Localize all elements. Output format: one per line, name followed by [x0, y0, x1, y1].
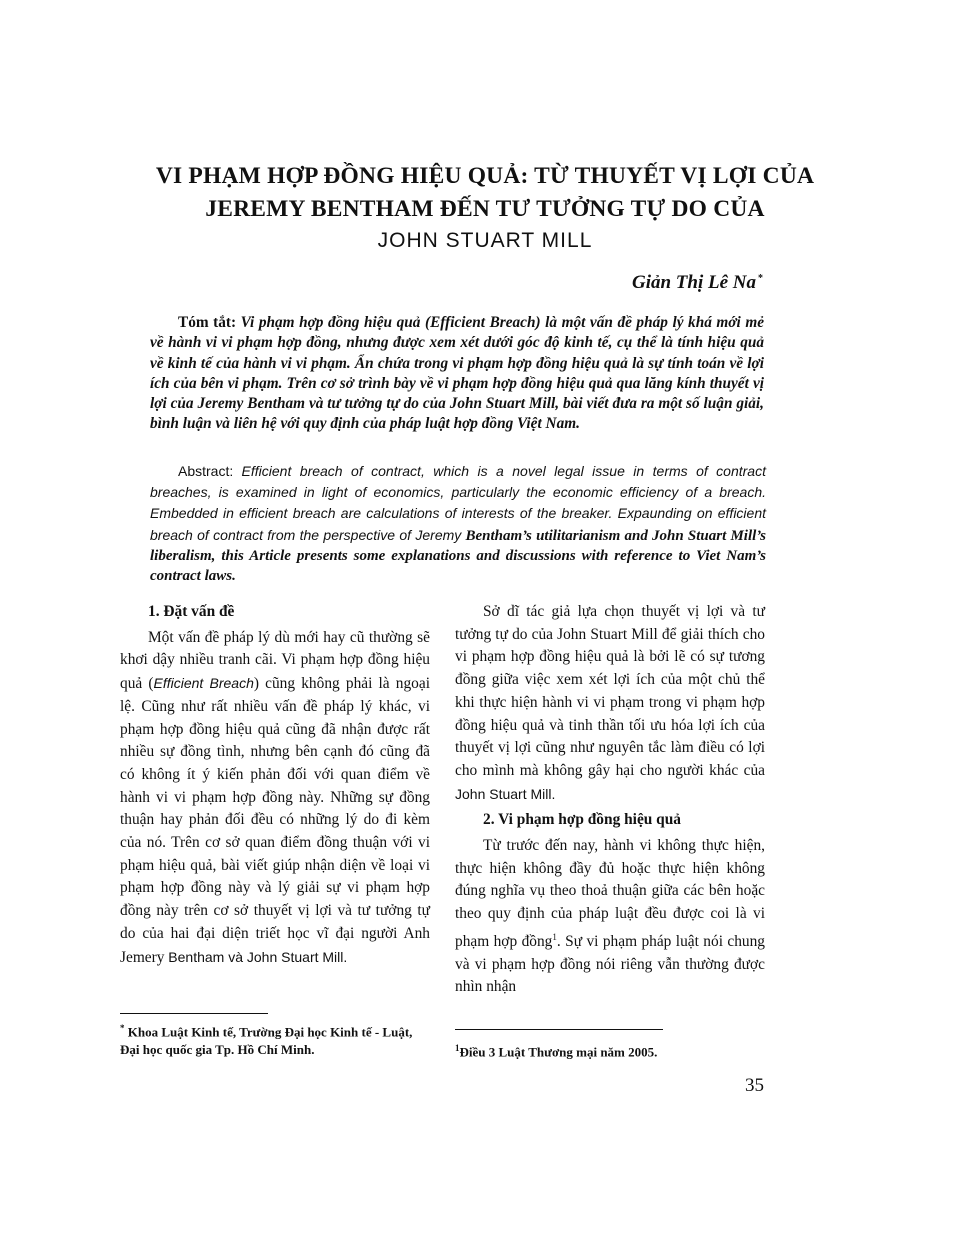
section-1-paragraph: [120, 627, 430, 970]
footnote-rule-right: [455, 1029, 663, 1030]
footnote-right-text: Điều 3 Luật Thương mại năm 2005.: [459, 1044, 658, 1060]
abstract-en-text-1: Efficient breach of contract, which is a novel legal issue in terms of contract breaches, is examined in light of economics, particularly the economic efficiency of a breach. Embedded in efficient breach are calculations of interests of the breaker. Expaunding on efficient breach of contract from the perspective of Jeremy: [150, 463, 766, 543]
right-intro-paragraph: [455, 601, 765, 806]
title-line-1: VI PHẠM HỢP ĐỒNG HIỆU QUẢ: TỪ THUYẾT VỊ LỢI CỦA: [155, 163, 815, 189]
abstract-vi-label: Tóm tắt:: [178, 314, 237, 331]
abstract-vietnamese: [150, 313, 764, 435]
s1-text-a: Một vấn đề pháp lý dù mới hay cũ thường sẽ khơi dậy nhiều tranh cãi. Vi phạm hợp đồng hiệu quả (: [120, 628, 430, 693]
footnote-left: [120, 1019, 432, 1059]
s1-text-b: ) cũng không phải là ngoại lệ. Cũng như rất nhiều vấn đề pháp lý khác, vi phạm hợp đồng hiệu quả cũng đã nhận được rất nhiều sự đồng tình, nhưng bên cạnh đó cũng đã có không ít ý kiến phản đối với quan điểm về hành vi vi phạm hợp đồng này. Những sự đồng thuận hay phản đối đều có những lý do đi kèm của nó. Trên cơ sở quan điểm đồng thuận với vi phạm hiệu quả, bài viết giúp nhận diện về loại vi phạm hợp đồng này và lý giải sự vi phạm hợp đồng này trên cơ sở thuyết vị lợi và tư tưởng tự do của hai đại diện triết học vĩ đại người Anh Jemery: [120, 675, 430, 966]
s1-term: Efficient Breach: [153, 675, 254, 692]
footnote-right-mark: 1: [455, 1043, 460, 1053]
section-2-paragraph: [455, 835, 765, 999]
rc-text-end: John Stuart Mill.: [455, 785, 556, 802]
s2-footnote-ref: 1: [552, 931, 557, 942]
footnote-right: [455, 1039, 767, 1061]
abstract-en-text-2: Bentham’s utilitarianism and John Stuart Mill’s liberalism, this Article presents some explanations and discussions with reference to Viet Nam’s contract laws.: [150, 527, 767, 585]
article-title: [100, 160, 870, 226]
title-line-3: JOHN STUART MILL: [377, 229, 593, 252]
page-number: 35: [745, 1075, 764, 1096]
left-column: [120, 601, 430, 969]
section-2-heading: 2. Vi phạm hợp đồng hiệu quả: [483, 811, 681, 829]
section-1-heading: 1. Đặt vấn đề: [148, 603, 235, 620]
rc-text-a: Sở dĩ tác giả lựa chọn thuyết vị lợi và tư tưởng tự do của John Stuart Mill để giải thích cho vi phạm hợp đồng hiệu quả là bởi lẽ có sự tương đồng giữa việc xem xét lợi ích của một chủ thể khi thực hiện hành vi vi phạm trong vi phạm hợp đồng hiệu quả và tinh thần tối ưu hóa lợi ích của thuyết vị lợi cũng như nguyên tắc làm điều có lợi cho mình mà không gây hại cho người khác của: [455, 603, 765, 779]
right-column: [455, 601, 765, 999]
author-name-text: Giản Thị Lê Na: [631, 272, 756, 293]
footnote-left-mark: *: [120, 1023, 125, 1033]
footnote-rule-left: [120, 1013, 268, 1014]
abstract-english: [150, 461, 766, 586]
s1-text-end: Bentham và John Stuart Mill.: [168, 948, 348, 965]
s2-text-b: . Sự vi phạm pháp luật nói chung và vi phạm hợp đồng nói riêng vẫn thường được nhìn nhận: [455, 932, 766, 996]
author-footnote-mark: *: [758, 272, 763, 284]
s2-text-a: Từ trước đến nay, hành vi không thực hiện, thực hiện không đầy đủ hoặc thực hiện không đúng nghĩa vụ theo thoả thuận giữa các bên hoặc theo quy định của pháp luật đều được coi là vi phạm hợp đồng: [455, 837, 765, 950]
footnote-left-text: Khoa Luật Kinh tế, Trường Đại học Kinh tế - Luật, Đại học quốc gia Tp. Hồ Chí Minh.: [120, 1024, 413, 1058]
author-name: [632, 272, 763, 294]
abstract-vi-text: Vi phạm hợp đồng hiệu quả (Efficient Breach) là một vấn đề pháp lý khá mới mẻ về hành vi vi phạm hợp đồng, nhưng được xem xét dưới góc độ kinh tế, cụ thể là tính hiệu quả về kinh tế của hành vi vi phạm. Ẩn chứa trong vi phạm hợp đồng hiệu quả là sự tính toán về lợi ích của bên vi phạm. Trên cơ sở trình bày về vi phạm hợp đồng hiệu quả qua lăng kính thuyết vị lợi của Jeremy Bentham và tư tưởng tự do của John Stuart Mill, bài viết đưa ra một số luận giải, bình luận và liên hệ với quy định của pháp luật hợp đồng Việt Nam.: [150, 314, 765, 433]
abstract-en-label: Abstract:: [178, 463, 234, 479]
title-line-2: JEREMY BENTHAM ĐẾN TƯ TƯỞNG TỰ DO CỦA: [205, 196, 765, 222]
